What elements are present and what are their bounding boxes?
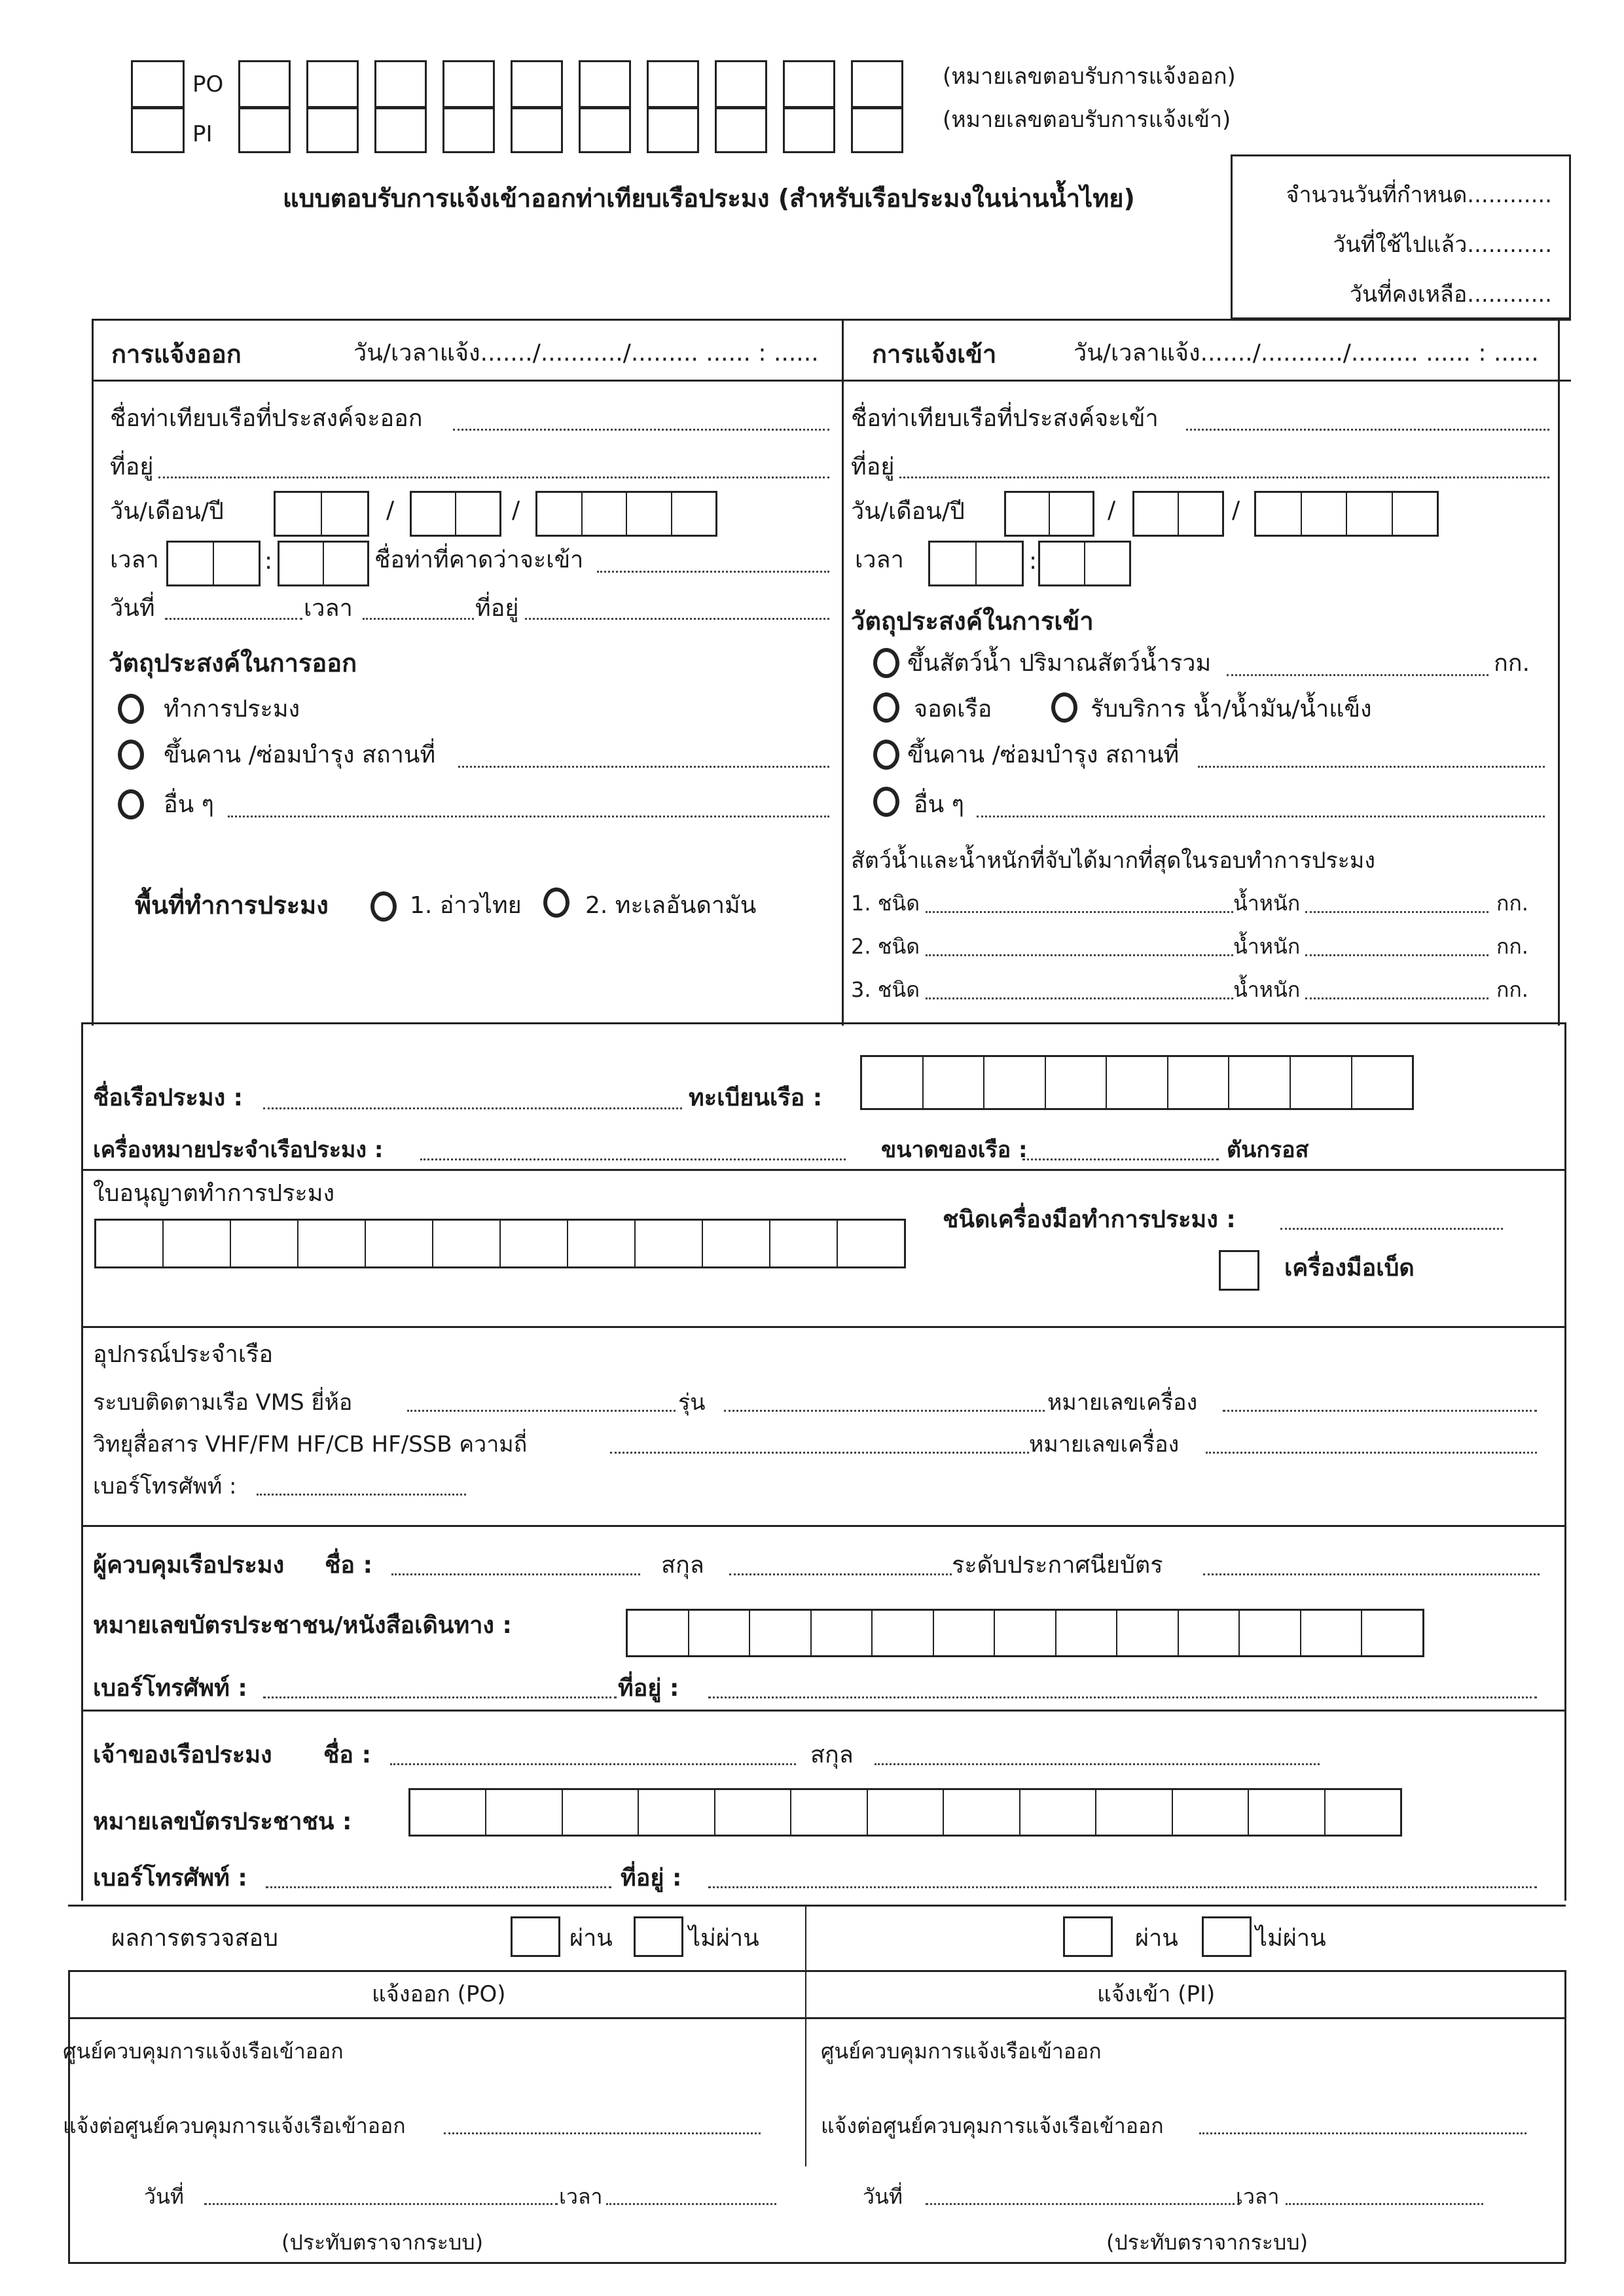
pi-time-label: เวลา	[1236, 2184, 1280, 2209]
arrival-minute-boxes[interactable]	[1038, 541, 1131, 586]
arrival-address-label: ที่อยู่	[851, 454, 895, 480]
digit-cell[interactable]	[298, 1221, 366, 1266]
arrival-day-boxes[interactable]	[1004, 491, 1094, 537]
section-top-line	[92, 319, 1571, 321]
purpose-repair-field[interactable]	[458, 766, 829, 768]
owner-heading: เจ้าของเรือประมง	[93, 1742, 272, 1768]
page-title: แบบตอบรับการแจ้งเข้าออกท่าเทียบเรือประมง (สำหรับเรือประมงในน่านน้ำไทย)	[283, 184, 1135, 213]
expected-date-field[interactable]	[165, 618, 302, 620]
catch-unit: กก.	[1496, 934, 1528, 959]
digit-cell[interactable]	[1229, 1057, 1291, 1108]
catch-species-field[interactable]	[926, 954, 1233, 956]
pi-date-label: วันที่	[863, 2184, 903, 2209]
right-border	[1564, 1970, 1566, 2262]
fishing-area-label: พื้นที่ทำการประมง	[135, 891, 329, 920]
owner-id-label: หมายเลขบัตรประชาชน :	[93, 1808, 352, 1835]
arrival-year-boxes[interactable]	[1254, 491, 1439, 537]
po-center-label: ศูนย์ควบคุมการแจ้งเรือเข้าออก	[63, 2039, 344, 2064]
digit-cell[interactable]	[1020, 1790, 1096, 1835]
captain-certificate-field[interactable]	[1203, 1573, 1540, 1575]
catch-weight-field[interactable]	[1305, 997, 1489, 999]
vessel-name-field[interactable]	[263, 1107, 682, 1109]
radio-label: วิทยุสื่อสาร VHF/FM HF/CB HF/SSB ความถี่	[93, 1431, 528, 1458]
arrival-date-label: วัน/เดือน/ปี	[851, 498, 965, 525]
expected-time-field[interactable]	[363, 618, 474, 620]
expected-address-field[interactable]	[525, 618, 829, 620]
owner-surname-field[interactable]	[875, 1763, 1320, 1765]
digit-cell[interactable]	[1168, 1057, 1230, 1108]
departure-fail-checkbox[interactable]	[634, 1916, 683, 1957]
radio-device-no-field[interactable]	[1206, 1452, 1537, 1454]
po-label: PO	[192, 71, 224, 98]
owner-name-field[interactable]	[390, 1763, 796, 1765]
ack-digit-divider	[238, 106, 291, 109]
po-notify-field[interactable]	[444, 2132, 761, 2134]
captain-address-label: ที่อยู่ :	[618, 1675, 679, 1702]
license-heading: ใบอนุญาตทำการประมง	[93, 1180, 335, 1207]
arrival-other-field[interactable]	[977, 816, 1545, 817]
pi-date-field[interactable]	[926, 2203, 1240, 2205]
digit-cell[interactable]	[486, 1790, 562, 1835]
digit-cell[interactable]	[410, 1790, 486, 1835]
arrival-time-label: เวลา	[855, 547, 904, 573]
po-notify-label: แจ้งต่อศูนย์ควบคุมการแจ้งเรือเข้าออก	[63, 2113, 406, 2138]
digit-cell[interactable]	[628, 1611, 689, 1655]
ack-digit-divider	[442, 106, 495, 109]
purpose-other-radio[interactable]	[118, 789, 144, 819]
license-number-boxes[interactable]	[94, 1219, 906, 1268]
digit-cell[interactable]	[934, 1611, 996, 1655]
ack-digit-divider	[647, 106, 699, 109]
departure-fail-label: ไม่ผ่าน	[689, 1925, 759, 1952]
area-gulf-radio[interactable]	[370, 891, 397, 922]
right-border	[1564, 1022, 1566, 1901]
pi-notify-label: แจ้งต่อศูนย์ควบคุมการแจ้งเรือเข้าออก	[821, 2113, 1164, 2138]
arrival-pass-label: ผ่าน	[1135, 1925, 1178, 1952]
arrival-address-field[interactable]	[899, 476, 1549, 478]
divider	[81, 1525, 1566, 1527]
arrival-month-boxes[interactable]	[1132, 491, 1224, 537]
vms-brand-field[interactable]	[407, 1410, 676, 1412]
departure-month-boxes[interactable]	[410, 491, 501, 537]
departure-heading: การแจ้งออก	[111, 340, 242, 368]
digit-cell[interactable]	[1326, 1790, 1400, 1835]
colon: :	[1029, 548, 1038, 575]
owner-surname-label: สกุล	[810, 1742, 854, 1768]
captain-certificate-label: ระดับประกาศนียบัตร	[952, 1552, 1163, 1579]
arrival-repair-field[interactable]	[1198, 766, 1545, 768]
divider	[68, 2017, 1566, 2019]
owner-address-field[interactable]	[708, 1886, 1537, 1888]
divider	[131, 106, 185, 109]
purpose-repair-radio[interactable]	[118, 740, 144, 770]
expected-port-label: ชื่อท่าที่คาดว่าจะเข้า	[374, 547, 584, 573]
catch-weight-label: น้ำหนัก	[1233, 977, 1301, 1002]
catch-species-label: 3. ชนิด	[851, 977, 920, 1002]
digit-cell[interactable]	[1249, 1790, 1325, 1835]
left-border	[92, 319, 94, 1026]
captain-phone-field[interactable]	[263, 1696, 617, 1698]
slash: /	[1232, 497, 1240, 524]
days-count-box	[1231, 154, 1571, 319]
vessel-mark-label: เครื่องหมายประจำเรือประมง :	[93, 1137, 384, 1163]
digit-cell[interactable]	[96, 1221, 164, 1266]
divider	[81, 1326, 1566, 1328]
equipment-phone-field[interactable]	[257, 1494, 466, 1496]
arrival-port-name-field[interactable]	[1186, 429, 1549, 431]
owner-name-label: ชื่อ :	[323, 1742, 371, 1768]
po-time-label: เวลา	[559, 2184, 603, 2209]
purpose-fishing-label: ทำการประมง	[164, 696, 300, 723]
departure-day-boxes[interactable]	[274, 491, 369, 537]
captain-name-field[interactable]	[391, 1573, 640, 1575]
pi-center-label: ศูนย์ควบคุมการแจ้งเรือเข้าออก	[821, 2039, 1102, 2064]
departure-time-label: เวลา	[110, 547, 159, 573]
vessel-size-unit: ตันกรอส	[1227, 1137, 1309, 1163]
divider	[68, 1905, 1566, 1907]
days-remaining: วันที่คงเหลือ............	[1349, 281, 1552, 308]
purpose-service-label: รับบริการ น้ำ/น้ำมัน/น้ำแข็ง	[1091, 696, 1372, 723]
owner-address-label: ที่อยู่ :	[621, 1865, 682, 1892]
left-border	[81, 1022, 83, 1901]
departure-address-label: ที่อยู่	[110, 454, 154, 480]
hook-gear-checkbox[interactable]	[1219, 1250, 1259, 1291]
radio-device-no-label: หมายเลขเครื่อง	[1029, 1431, 1180, 1458]
digit-cell[interactable]	[689, 1611, 751, 1655]
ack-digit-divider	[306, 106, 359, 109]
digit-cell[interactable]	[715, 1790, 791, 1835]
bottom-border	[68, 2262, 1566, 2264]
digit-cell[interactable]	[1240, 1611, 1301, 1655]
owner-id-boxes[interactable]	[408, 1788, 1402, 1837]
digit-cell[interactable]	[1046, 1057, 1108, 1108]
arrival-heading: การแจ้งเข้า	[872, 340, 997, 368]
digit-cell[interactable]	[231, 1221, 298, 1266]
digit-cell[interactable]	[1107, 1057, 1168, 1108]
divider	[81, 1022, 1566, 1024]
digit-cell[interactable]	[563, 1790, 639, 1835]
center-divider	[805, 1905, 806, 2166]
ack-digit-divider	[783, 106, 835, 109]
departure-minute-boxes[interactable]	[278, 541, 369, 586]
digit-cell[interactable]	[750, 1611, 812, 1655]
digit-cell[interactable]	[1352, 1057, 1413, 1108]
arrival-hour-boxes[interactable]	[928, 541, 1024, 586]
arrival-notify-datetime[interactable]: วัน/เวลาแจ้ง......./.........../......... ...... : ......	[1074, 340, 1539, 367]
owner-phone-field[interactable]	[266, 1886, 611, 1888]
arrival-other-radio[interactable]	[873, 787, 899, 817]
digit-cell[interactable]	[1096, 1790, 1172, 1835]
arrival-purpose-heading: วัตถุประสงค์ในการเข้า	[851, 607, 1094, 636]
pi-label: PI	[192, 121, 213, 147]
digit-cell[interactable]	[639, 1790, 715, 1835]
digit-cell[interactable]	[568, 1221, 636, 1266]
catch-species-label: 2. ชนิด	[851, 934, 920, 959]
ack-digit-divider	[511, 106, 563, 109]
po-date-field[interactable]	[204, 2203, 558, 2205]
departure-port-name-field[interactable]	[453, 429, 829, 431]
po-heading: แจ้งออก (PO)	[372, 1981, 506, 2007]
captain-id-label: หมายเลขบัตรประชาชน/หนังสือเดินทาง :	[93, 1612, 512, 1639]
arrival-repair-label: ขึ้นคาน /ซ่อมบำรุง สถานที่	[907, 742, 1180, 768]
days-scheduled: จำนวนวันที่กำหนด............	[1286, 182, 1552, 208]
area-andaman-radio[interactable]	[543, 888, 569, 918]
departure-purpose-heading: วัตถุประสงค์ในการออก	[109, 649, 357, 677]
vessel-name-label: ชื่อเรือประมง :	[93, 1085, 244, 1111]
digit-cell[interactable]	[636, 1221, 703, 1266]
ack-digit-divider	[851, 106, 903, 109]
vms-brand-label: ระบบติดตามเรือ VMS ยี่ห้อ	[93, 1390, 353, 1416]
slash: /	[386, 497, 395, 524]
catch-weight-label: น้ำหนัก	[1233, 891, 1301, 916]
vms-model-field[interactable]	[724, 1410, 1045, 1412]
po-date-label: วันที่	[144, 2184, 184, 2209]
departure-date-label: วัน/เดือน/ปี	[110, 498, 224, 525]
purpose-unload-label: ขึ้นสัตว์น้ำ ปริมาณสัตว์น้ำรวม	[907, 650, 1212, 677]
purpose-unload-field[interactable]	[1227, 674, 1489, 676]
arrival-fail-checkbox[interactable]	[1202, 1916, 1252, 1957]
departure-pass-checkbox[interactable]	[511, 1916, 560, 1957]
po-caption: (หมายเลขตอบรับการแจ้งออก)	[943, 63, 1236, 90]
digit-cell[interactable]	[868, 1790, 944, 1835]
digit-cell[interactable]	[812, 1611, 873, 1655]
ack-digit-divider	[374, 106, 427, 109]
catch-unit: กก.	[1496, 891, 1528, 916]
pi-time-field[interactable]	[1286, 2203, 1483, 2205]
arrival-repair-radio[interactable]	[873, 740, 899, 770]
catch-heading: สัตว์น้ำและน้ำหนักที่จับได้มากที่สุดในรอบทำการประมง	[851, 848, 1375, 874]
catch-species-field[interactable]	[926, 997, 1233, 999]
purpose-other-label: อื่น ๆ	[164, 791, 215, 818]
purpose-moor-radio[interactable]	[873, 692, 899, 723]
digit-cell[interactable]	[366, 1221, 433, 1266]
vms-device-no-label: หมายเลขเครื่อง	[1047, 1390, 1198, 1416]
digit-cell[interactable]	[1117, 1611, 1179, 1655]
arrival-port-name-label: ชื่อท่าเทียบเรือที่ประสงค์จะเข้า	[851, 405, 1159, 432]
header-bottom-line	[92, 380, 1571, 382]
ack-digit-divider	[579, 106, 631, 109]
arrival-pass-checkbox[interactable]	[1063, 1916, 1113, 1957]
digit-cell[interactable]	[703, 1221, 770, 1266]
catch-weight-field[interactable]	[1305, 911, 1489, 913]
vessel-size-field[interactable]	[1022, 1158, 1219, 1160]
vms-model-label: รุ่น	[678, 1390, 706, 1416]
purpose-other-field[interactable]	[228, 816, 829, 817]
digit-cell[interactable]	[770, 1221, 838, 1266]
ack-digit-divider	[715, 106, 767, 109]
slash: /	[512, 497, 520, 524]
purpose-service-radio[interactable]	[1051, 692, 1077, 723]
expected-time-label: เวลา	[304, 595, 353, 622]
digit-cell[interactable]	[995, 1611, 1056, 1655]
divider	[68, 1970, 1566, 1972]
departure-hour-boxes[interactable]	[166, 541, 261, 586]
departure-notify-datetime[interactable]: วัน/เวลาแจ้ง......./.........../......... ...... : ......	[353, 340, 819, 367]
arrival-other-label: อื่น ๆ	[914, 791, 965, 818]
digit-cell[interactable]	[1173, 1790, 1249, 1835]
catch-species-field[interactable]	[926, 911, 1233, 913]
divider	[81, 1710, 1566, 1712]
captain-name-label: ชื่อ :	[325, 1552, 372, 1579]
right-border	[1558, 319, 1560, 1026]
unit-kg: กก.	[1494, 650, 1530, 677]
pi-notify-field[interactable]	[1199, 2132, 1526, 2134]
departure-port-name-label: ชื่อท่าเทียบเรือที่ประสงค์จะออก	[110, 405, 423, 432]
registration-label: ทะเบียนเรือ :	[689, 1085, 823, 1111]
departure-pass-label: ผ่าน	[569, 1925, 613, 1952]
pi-stamp-note: (ประทับตราจากระบบ)	[1106, 2230, 1308, 2255]
divider	[81, 1169, 1566, 1171]
digit-cell[interactable]	[1179, 1611, 1240, 1655]
captain-id-boxes[interactable]	[626, 1609, 1424, 1657]
pi-heading: แจ้งเข้า (PI)	[1097, 1981, 1216, 2007]
captain-address-field[interactable]	[708, 1696, 1537, 1698]
digit-cell[interactable]	[433, 1221, 501, 1266]
captain-surname-field[interactable]	[729, 1573, 952, 1575]
gear-type-label: ชนิดเครื่องมือทำการประมง :	[943, 1206, 1236, 1233]
gear-type-field[interactable]	[1280, 1228, 1503, 1230]
departure-year-boxes[interactable]	[535, 491, 717, 537]
vessel-mark-field[interactable]	[420, 1158, 846, 1160]
catch-weight-label: น้ำหนัก	[1233, 934, 1301, 959]
digit-cell[interactable]	[1291, 1057, 1352, 1108]
inspection-label: ผลการตรวจสอบ	[111, 1925, 278, 1952]
expected-address-label: ที่อยู่	[475, 595, 519, 622]
po-time-field[interactable]	[606, 2203, 776, 2205]
vessel-size-label: ขนาดของเรือ :	[881, 1137, 1028, 1163]
area-gulf-label: 1. อ่าวไทย	[410, 892, 522, 919]
registration-boxes[interactable]	[860, 1055, 1414, 1110]
purpose-unload-radio[interactable]	[873, 648, 899, 678]
captain-heading: ผู้ควบคุมเรือประมง	[93, 1552, 285, 1579]
digit-cell[interactable]	[791, 1790, 867, 1835]
digit-cell[interactable]	[924, 1057, 985, 1108]
digit-cell[interactable]	[501, 1221, 568, 1266]
purpose-moor-label: จอดเรือ	[914, 696, 992, 723]
digit-cell[interactable]	[1362, 1611, 1422, 1655]
departure-address-field[interactable]	[158, 476, 829, 478]
area-andaman-label: 2. ทะเลอันดามัน	[585, 892, 757, 919]
digit-cell[interactable]	[984, 1057, 1046, 1108]
catch-unit: กก.	[1496, 977, 1528, 1002]
center-divider	[842, 319, 844, 1026]
equipment-heading: อุปกรณ์ประจำเรือ	[93, 1341, 274, 1368]
digit-cell[interactable]	[1056, 1611, 1118, 1655]
owner-phone-label: เบอร์โทรศัพท์ :	[93, 1865, 247, 1892]
digit-cell[interactable]	[838, 1221, 904, 1266]
captain-surname-label: สกุล	[661, 1552, 704, 1579]
radio-frequency-field[interactable]	[610, 1452, 1029, 1454]
digit-cell[interactable]	[164, 1221, 231, 1266]
purpose-fishing-radio[interactable]	[118, 694, 144, 724]
slash: /	[1108, 497, 1116, 524]
captain-phone-label: เบอร์โทรศัพท์ :	[93, 1675, 247, 1702]
colon: :	[264, 548, 273, 575]
expected-port-field[interactable]	[597, 571, 829, 573]
hook-gear-label: เครื่องมือเบ็ด	[1284, 1255, 1415, 1282]
digit-cell[interactable]	[1301, 1611, 1363, 1655]
catch-species-label: 1. ชนิด	[851, 891, 920, 916]
po-stamp-note: (ประทับตราจากระบบ)	[281, 2230, 484, 2255]
pi-caption: (หมายเลขตอบรับการแจ้งเข้า)	[943, 107, 1231, 133]
arrival-fail-label: ไม่ผ่าน	[1255, 1925, 1326, 1952]
days-used: วันที่ใช้ไปแล้ว............	[1333, 232, 1552, 258]
catch-weight-field[interactable]	[1305, 954, 1489, 956]
equipment-phone-label: เบอร์โทรศัพท์ :	[93, 1473, 237, 1499]
digit-cell[interactable]	[944, 1790, 1020, 1835]
expected-date-label: วันที่	[110, 595, 155, 622]
vms-device-no-field[interactable]	[1223, 1410, 1537, 1412]
purpose-repair-label: ขึ้นคาน /ซ่อมบำรุง สถานที่	[164, 742, 436, 768]
digit-cell[interactable]	[862, 1057, 924, 1108]
digit-cell[interactable]	[873, 1611, 934, 1655]
